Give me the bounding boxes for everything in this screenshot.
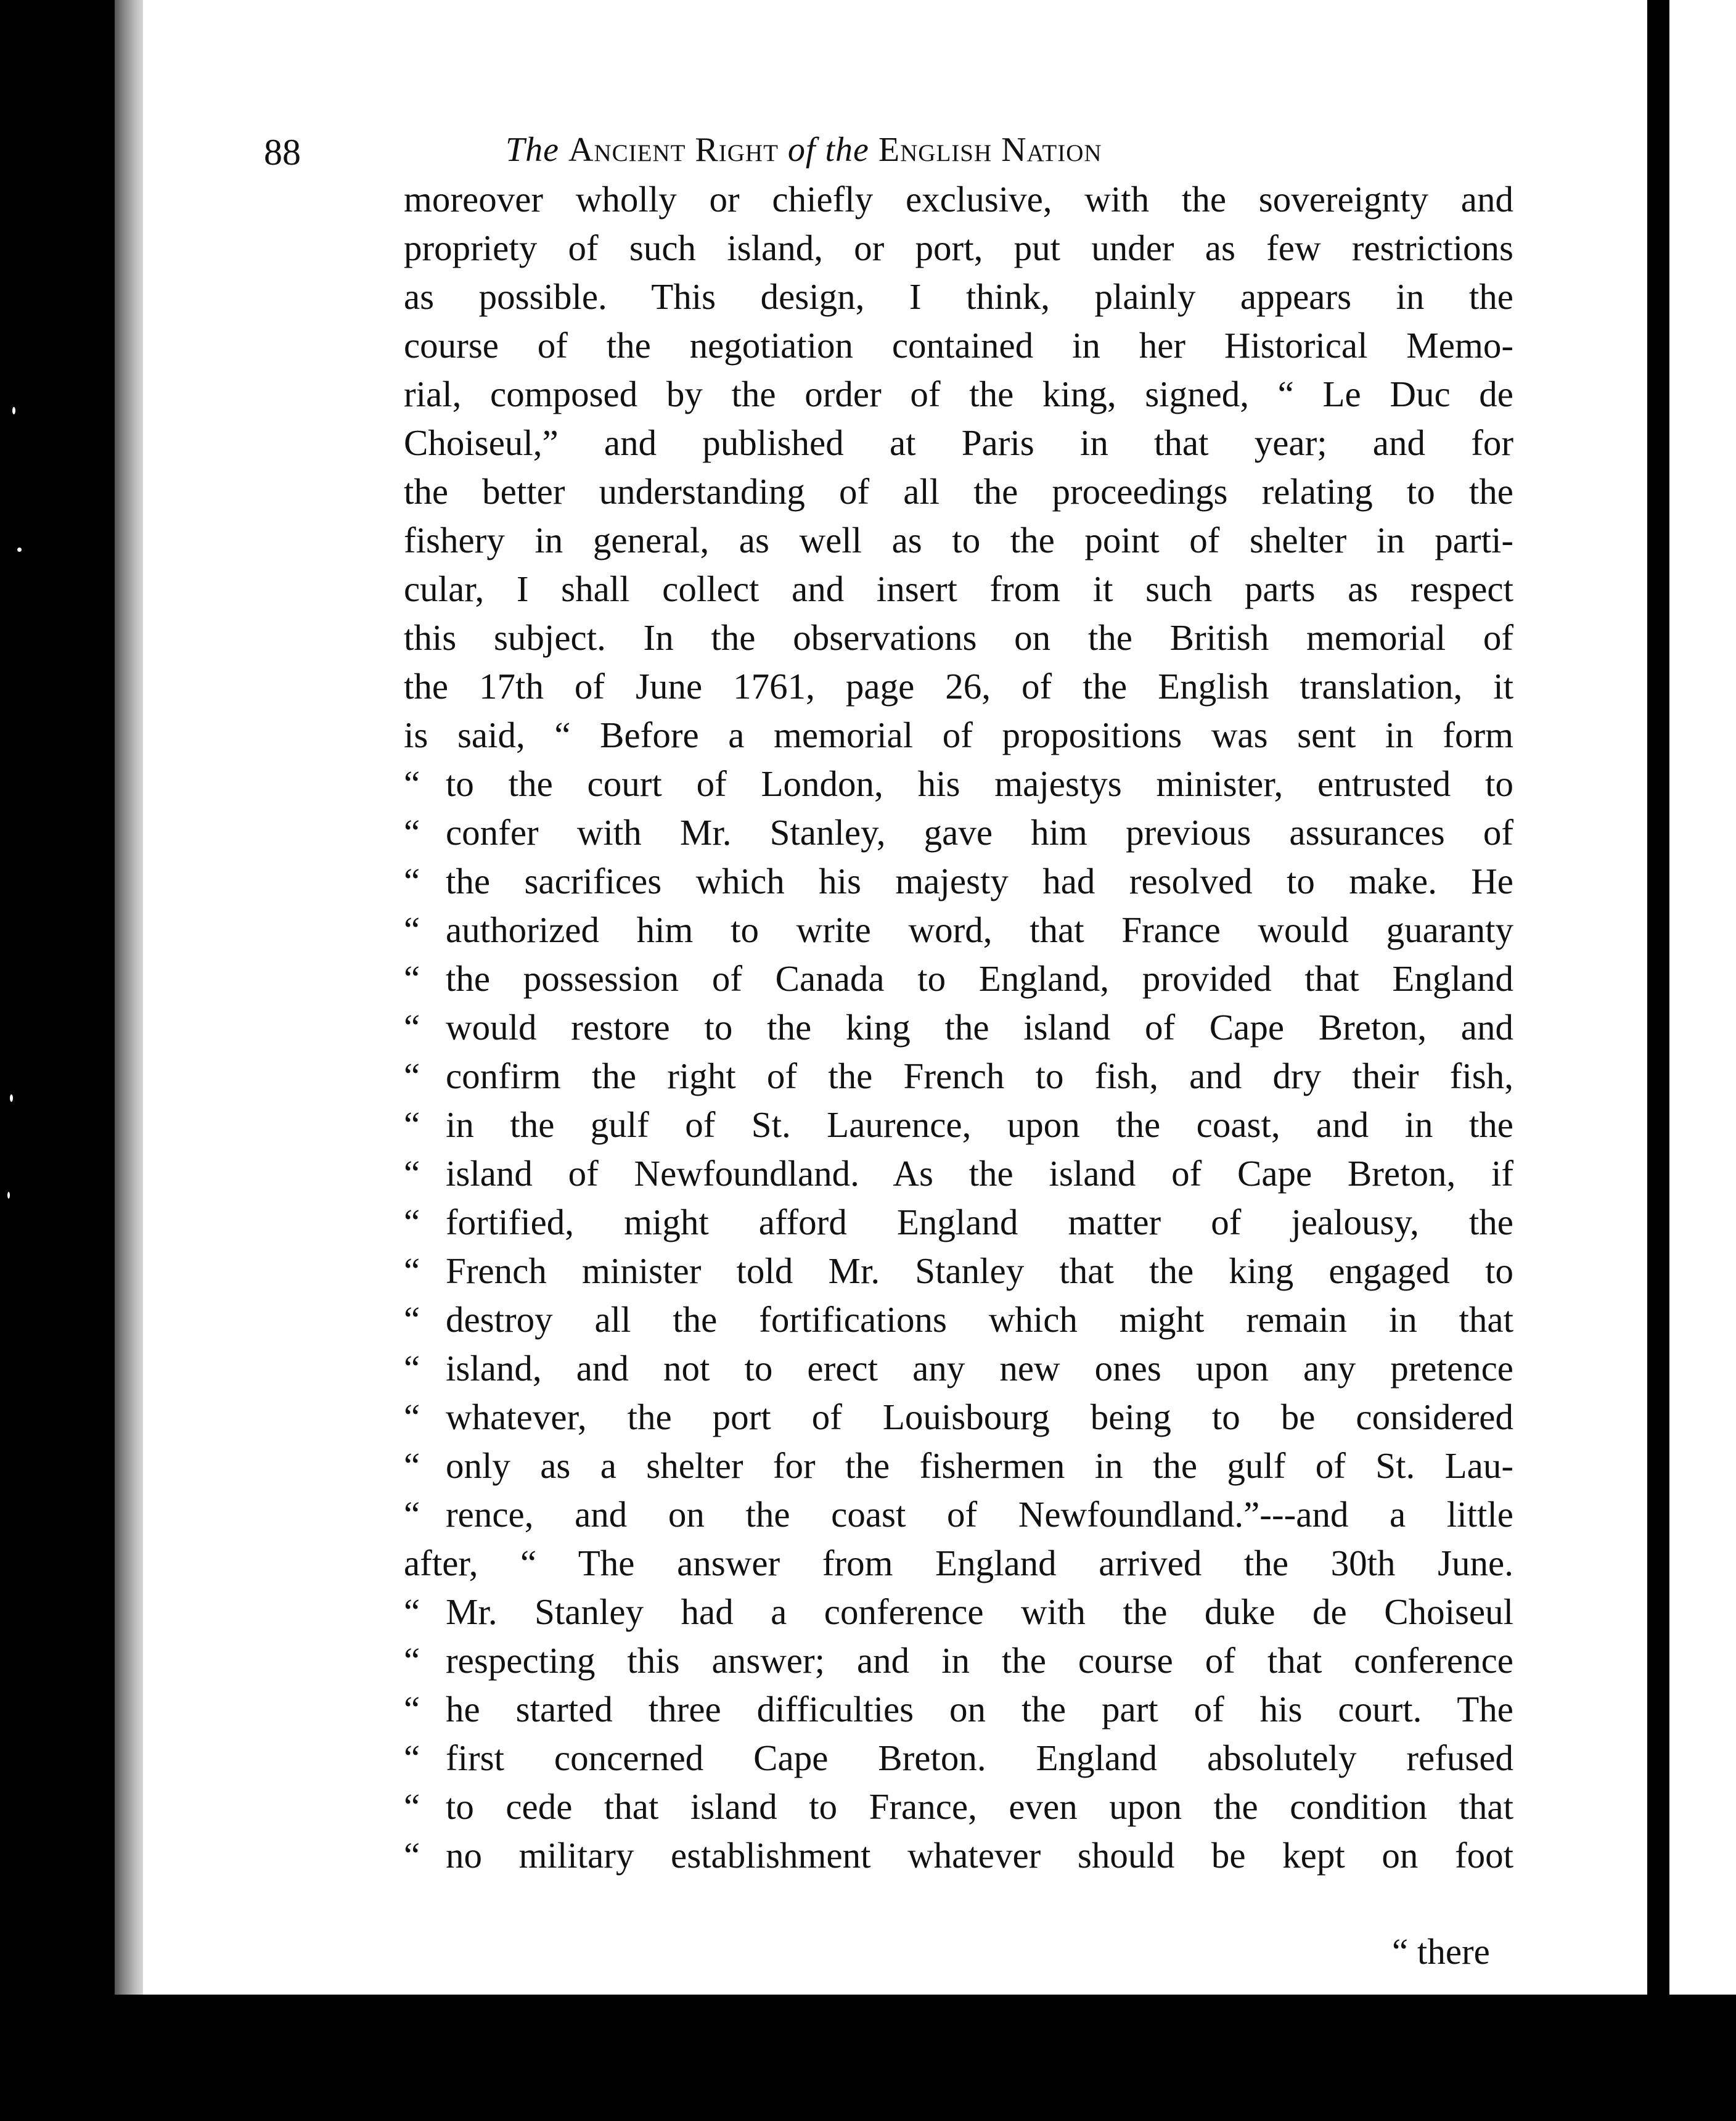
quoted-line: “ to cede that island to France, even upon the condition that — [404, 1783, 1513, 1831]
running-head-of-the: of the — [787, 131, 869, 169]
text-line: is said, “ Before a memorial of propositions was sent in form — [404, 715, 1513, 755]
text-line: fishery in general, as well as to the point of shelter in parti- — [404, 520, 1513, 560]
body-text — [404, 175, 1513, 1880]
text-line: cular, I shall collect and insert from it such parts as respect — [404, 568, 1513, 609]
quoted-line: “ he started three difficulties on the part of his court. The — [404, 1685, 1513, 1734]
text-line: Choiseul,” and published at Paris in that year; and for — [404, 422, 1513, 463]
book-page-edge — [115, 0, 143, 1995]
scan-speck — [1727, 1881, 1730, 1887]
quoted-line: “ fortified, might afford England matter of jealousy, the — [404, 1198, 1513, 1247]
scan-speck — [12, 407, 15, 414]
text-line: moreover wholly or chiefly exclusive, with the sovereignty and — [404, 179, 1513, 219]
gutter-shadow — [1647, 0, 1669, 1995]
quoted-line: “ confirm the right of the French to fish, and dry their fish, — [404, 1052, 1513, 1101]
text-line: propriety of such island, or port, put under as few restrictions — [404, 228, 1513, 268]
facing-page-edge — [1669, 0, 1736, 1995]
quoted-line: “ authorized him to write word, that France would guaranty — [404, 906, 1513, 954]
scan-speck — [10, 1094, 13, 1102]
scan-speck — [7, 1192, 10, 1199]
text-line: the 17th of June 1761, page 26, of the English translation, it — [404, 666, 1513, 707]
quoted-line: “ first concerned Cape Breton. England absolutely refused — [404, 1734, 1513, 1783]
running-head-the: The — [506, 131, 559, 169]
text-line: as possible. This design, I think, plainly appears in the — [404, 276, 1513, 317]
quoted-line: “ destroy all the fortifications which might remain in that — [404, 1295, 1513, 1344]
quoted-line: “ confer with Mr. Stanley, gave him previous assurances of — [404, 808, 1513, 857]
quoted-line: “ French minister told Mr. Stanley that the king engaged to — [404, 1247, 1513, 1295]
quoted-line: “ respecting this answer; and in the course of that conference — [404, 1636, 1513, 1685]
quoted-line: “ no military establishment whatever should be kept on foot — [404, 1831, 1513, 1880]
catchword: “ there — [1392, 1931, 1490, 1972]
quoted-line: “ the sacrifices which his majesty had resolved to make. He — [404, 857, 1513, 906]
text-line: the better understanding of all the proceedings relating to the — [404, 471, 1513, 512]
text-line: after, “ The answer from England arrived the 30th June. — [404, 1543, 1513, 1583]
quoted-line: “ whatever, the port of Louisbourg being to be considered — [404, 1393, 1513, 1442]
quoted-line: “ would restore to the king the island of Cape Breton, and — [404, 1003, 1513, 1052]
quoted-line: “ only as a shelter for the fishermen in the gulf of St. Lau- — [404, 1442, 1513, 1490]
quoted-line: “ the possession of Canada to England, provided that England — [404, 954, 1513, 1003]
page-number: 88 — [264, 132, 301, 173]
text-line: course of the negotiation contained in her Historical Memo- — [404, 325, 1513, 366]
text-line: rial, composed by the order of the king, signed, “ Le Duc de — [404, 374, 1513, 414]
scan-speck — [1730, 703, 1733, 710]
scan-bottom-border — [0, 1995, 1736, 2121]
scan-speck — [17, 548, 22, 552]
running-head — [506, 128, 1102, 171]
quoted-line: “ to the court of London, his majestys minister, entrusted to — [404, 760, 1513, 808]
quoted-line: “ Mr. Stanley had a conference with the duke de Choiseul — [404, 1588, 1513, 1636]
quoted-line: “ rence, and on the coast of Newfoundland.”---and a little — [404, 1490, 1513, 1539]
text-line: this subject. In the observations on the British memorial of — [404, 617, 1513, 658]
quoted-line: “ in the gulf of St. Laurence, upon the coast, and in the — [404, 1101, 1513, 1149]
quoted-line: “ island, and not to erect any new ones upon any pretence — [404, 1344, 1513, 1393]
running-head-ancient-right: Ancient Right — [568, 131, 779, 169]
quoted-line: “ island of Newfoundland. As the island of Cape Breton, if — [404, 1149, 1513, 1198]
running-head-english-nation: English Nation — [878, 131, 1102, 169]
